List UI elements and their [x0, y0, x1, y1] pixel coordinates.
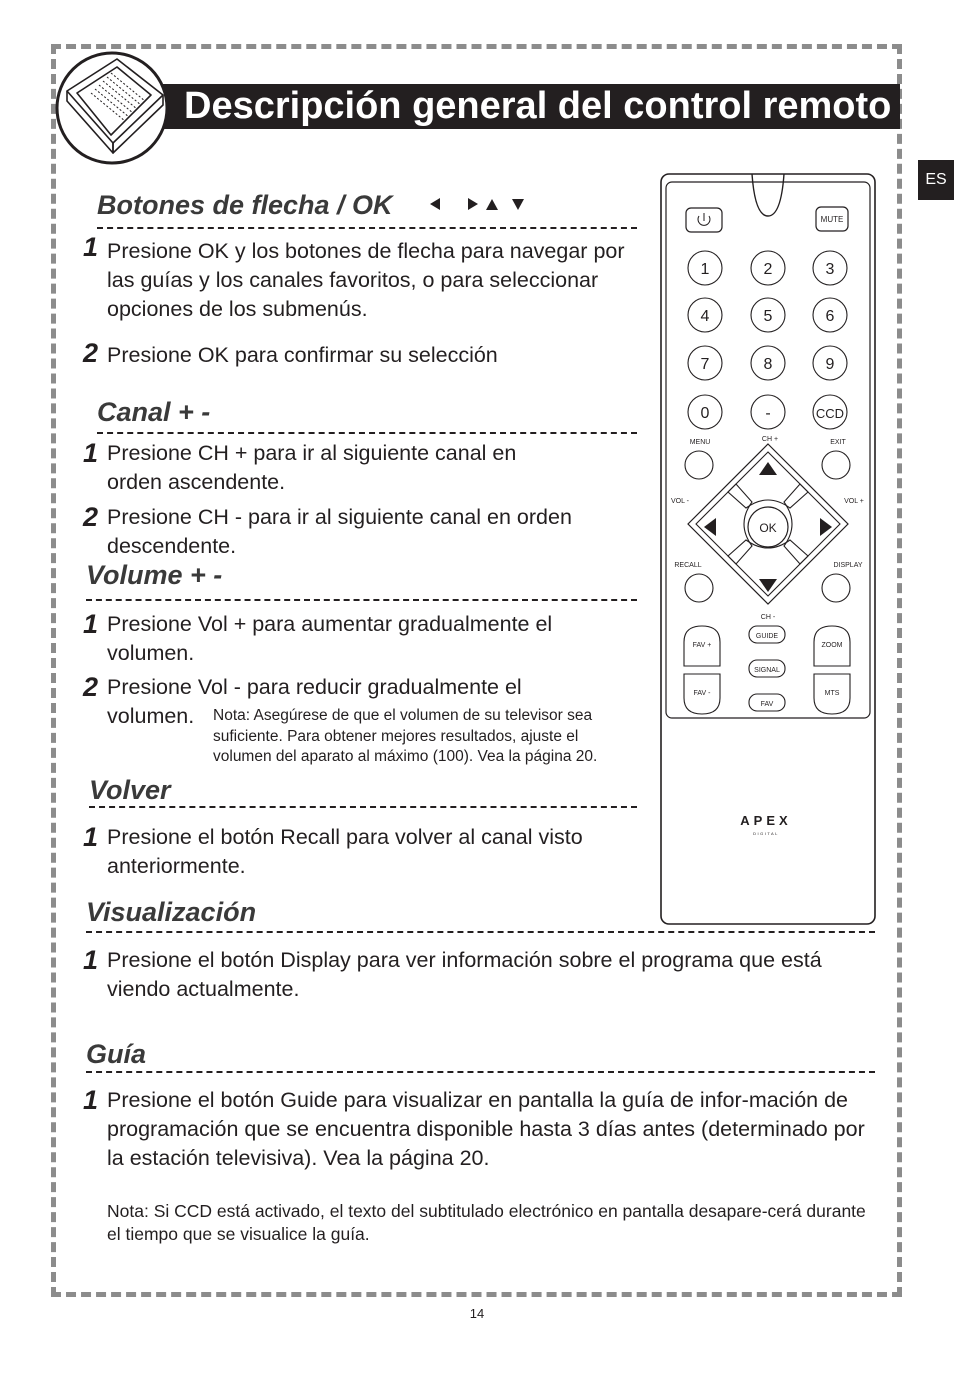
step-text: Presione Vol - para reducir gradualmente el [107, 675, 522, 699]
recall-label: RECALL [674, 562, 702, 569]
step-number: 1 [83, 232, 99, 262]
svg-text:GUIDE: GUIDE [755, 633, 779, 640]
zoom-button [814, 626, 850, 666]
svg-text:CCD: CCD [815, 406, 845, 421]
step-text: Presione el botón Recall para volver al canal visto anteriormente. [107, 825, 583, 878]
exit-label: EXIT [830, 439, 846, 446]
brand-logo: APEX [740, 813, 792, 828]
svg-text:MTS: MTS [824, 690, 840, 697]
section-heading-arrows: Botones de flecha / OK [97, 190, 393, 220]
ch-plus-label: CH + [761, 436, 779, 443]
step-number: 1 [83, 1085, 99, 1115]
arrow-keys-icon [428, 196, 528, 216]
mute-button [816, 207, 848, 231]
mts-button [814, 674, 850, 714]
divider [97, 432, 637, 434]
step-number: 1 [83, 609, 99, 639]
svg-text:0: 0 [700, 405, 710, 422]
brand-sub: DIGITAL [753, 831, 779, 836]
remote-body [661, 174, 875, 924]
svg-text:8: 8 [763, 356, 773, 373]
menu-label: MENU [689, 439, 711, 446]
volume-note: Nota: Asegúrese de que el volumen de su televisor sea suficiente. Para obtener mejores resultados, ajuste el volumen del aparato al máximo (100). Vea la página 20. [213, 707, 598, 765]
section-heading-display: Visualización [86, 897, 257, 927]
svg-text:-: - [765, 405, 771, 422]
step-text: Presione el botón Display para ver información sobre el programa que está viendo actualmente. [107, 948, 822, 1001]
divider [86, 931, 875, 933]
svg-text:3: 3 [825, 261, 835, 278]
svg-text:OK: OK [759, 521, 777, 535]
section-heading-volume: Volume + - [86, 560, 223, 590]
fav-button [749, 694, 785, 711]
display-label: DISPLAY [833, 562, 863, 569]
fav-minus-button [684, 674, 720, 714]
svg-text:9: 9 [825, 356, 835, 373]
divider [86, 1071, 875, 1073]
step-number: 1 [83, 438, 99, 468]
svg-text:FAV: FAV [760, 701, 774, 708]
step-number: 2 [83, 672, 99, 702]
step-text: volumen. [107, 704, 195, 728]
section-heading-channel: Canal + - [97, 397, 211, 427]
svg-text:FAV +: FAV + [692, 642, 712, 649]
svg-text:MUTE: MUTE [820, 215, 844, 224]
guide-note: Nota: Si CCD está activado, el texto del subtitulado electrónico en pantalla desapare-cerá durante el tiempo que se visualice la guía. [107, 1201, 866, 1244]
step-text: Presione OK para confirmar su selección [107, 343, 498, 367]
step-text: Presione el botón Guide para visualizar en pantalla la guía de infor-mación de programación que se encuentra disponible hasta 3 días antes (determinado por la estación televisiva). Vea la página 20. [107, 1088, 865, 1170]
signal-button [749, 660, 785, 677]
svg-text:6: 6 [825, 308, 835, 325]
vol-plus-label: VOL + [844, 498, 864, 505]
divider [86, 599, 637, 601]
ch-minus-label: CH - [760, 614, 776, 621]
svg-text:2: 2 [763, 261, 773, 278]
svg-text:1: 1 [700, 261, 710, 278]
svg-text:FAV -: FAV - [693, 690, 711, 697]
step-number: 1 [83, 945, 99, 975]
step-text: Presione OK y los botones de flecha para navegar por las guías y los canales favoritos, o para seleccionar opciones de los submenús. [107, 239, 625, 321]
menu-button [685, 451, 713, 479]
svg-text:5: 5 [763, 308, 773, 325]
guide-button [749, 626, 785, 643]
digit-keypad [688, 251, 847, 429]
ir-window [752, 174, 784, 216]
step-text: Presione Vol + para aumentar gradualmente el volumen. [107, 612, 553, 665]
page-number: 14 [469, 1306, 485, 1321]
divider [89, 806, 637, 808]
step-text: Presione CH + para ir al siguiente canal en orden ascendente. [107, 441, 517, 494]
step-text: Presione CH - para ir al siguiente canal en orden descendente. [107, 505, 572, 558]
recall-button [685, 574, 713, 602]
remote-control-illustration [660, 172, 876, 926]
step-number: 2 [83, 338, 99, 368]
divider [97, 227, 637, 229]
step-number: 2 [83, 502, 99, 532]
fav-plus-button [684, 626, 720, 666]
step-number: 1 [83, 822, 99, 852]
page-title: Descripción general del control remoto [184, 85, 892, 127]
section-heading-guide: Guía [86, 1039, 147, 1069]
up-arrow-icon [759, 462, 777, 475]
language-tab: ES [918, 160, 954, 200]
svg-text:7: 7 [700, 356, 710, 373]
power-button [686, 208, 722, 232]
display-button [822, 574, 850, 602]
section-heading-back: Volver [89, 775, 171, 805]
svg-text:SIGNAL: SIGNAL [754, 667, 780, 674]
vol-minus-label: VOL - [670, 498, 690, 505]
svg-text:4: 4 [700, 308, 710, 325]
svg-text:ZOOM: ZOOM [821, 642, 843, 649]
exit-button [822, 451, 850, 479]
book-icon [55, 51, 169, 165]
